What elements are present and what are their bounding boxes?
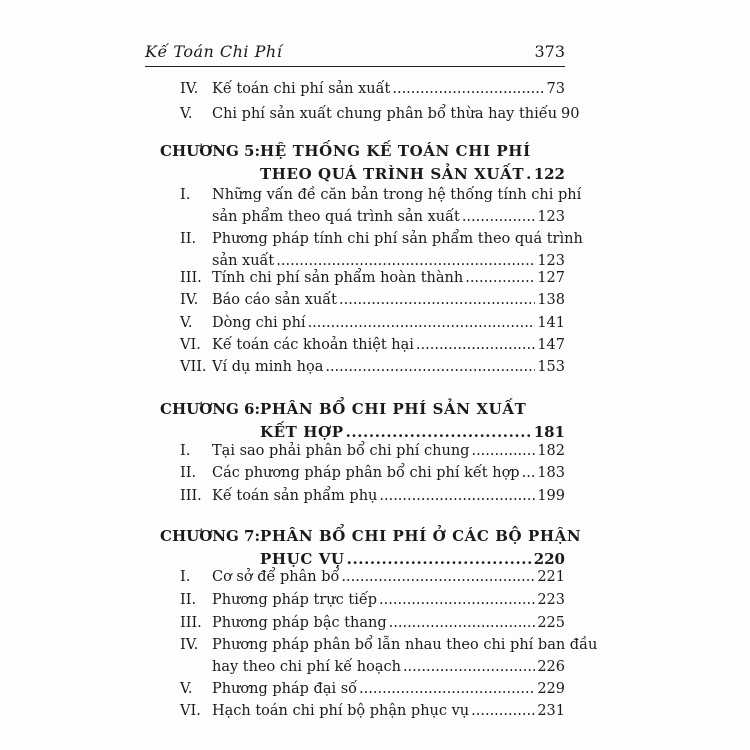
entry-page: 223 <box>537 592 565 608</box>
chapter-title: HỆ THỐNG KẾ TOÁN CHI PHÍ <box>260 142 531 160</box>
leader-dots <box>465 267 535 289</box>
leader-dots <box>341 566 535 588</box>
running-header <box>145 42 565 68</box>
leader-dots <box>325 356 535 378</box>
entry-line <box>212 700 565 722</box>
entry-number: II. <box>180 465 197 481</box>
entry-line <box>212 589 565 611</box>
entry-text: Các phương pháp phân bổ chi phí kết hợp <box>212 465 520 481</box>
entry-text: Phương pháp phân bổ lẫn nhau theo chi phí ban đầu <box>212 637 598 653</box>
entry-line <box>212 267 565 289</box>
entry-text: Phương pháp đại số <box>212 681 358 697</box>
entry-page: 127 <box>537 270 565 286</box>
entry-text: Cơ sở để phân bổ <box>212 569 340 585</box>
entry-line <box>212 184 582 206</box>
entry-page: 231 <box>537 703 565 719</box>
entry-line <box>212 103 580 125</box>
chapter-title: KẾT HỢP <box>260 423 344 441</box>
entry-line <box>212 678 565 700</box>
chapter-title: THEO QUÁ TRÌNH SẢN XUẤT <box>260 165 525 183</box>
leader-dots <box>522 462 536 484</box>
entry-number: IV. <box>180 81 199 97</box>
chapter-title-line <box>260 163 565 185</box>
entry-number: II. <box>180 231 197 247</box>
entry-number: III. <box>180 270 202 286</box>
entry-page: 226 <box>537 659 565 675</box>
leader-dots <box>389 612 536 634</box>
entry-line <box>212 78 565 100</box>
entry-text: Phương pháp trực tiếp <box>212 592 378 608</box>
entry-page: 153 <box>537 359 565 375</box>
entry-line <box>212 566 565 588</box>
leader-dots <box>359 678 535 700</box>
entry-page: 199 <box>537 488 565 504</box>
entry-page: 182 <box>537 443 565 459</box>
header-rule <box>145 66 565 67</box>
entry-text: Tính chi phí sản phẩm hoàn thành <box>212 270 464 286</box>
leader-dots <box>339 289 535 311</box>
entry-text: Ví dụ minh họa <box>212 359 324 375</box>
leader-dots <box>471 700 535 722</box>
leader-dots <box>403 656 535 678</box>
header-page-number: 373 <box>534 42 565 61</box>
chapter-label: CHƯƠNG 7: <box>160 527 260 545</box>
entry-line <box>212 289 565 311</box>
entry-text: hay theo chi phí kế hoạch <box>212 659 401 675</box>
entry-page: 225 <box>537 615 565 631</box>
chapter-title: PHÂN BỔ CHI PHÍ Ở CÁC BỘ PHẬN <box>260 527 582 545</box>
entry-text: Phương pháp tính chi phí sản phẩm theo quá trình <box>212 231 583 247</box>
chapter-page: 122 <box>533 165 565 183</box>
chapter-label: CHƯƠNG 5: <box>160 142 260 160</box>
leader-dots <box>471 440 535 462</box>
entry-page: 183 <box>537 465 565 481</box>
entry-line <box>212 334 565 356</box>
entry-text: Kế toán chi phí sản xuất <box>212 81 391 97</box>
entry-number: V. <box>180 315 193 331</box>
entry-page: 123 <box>537 253 565 269</box>
entry-page: 73 <box>546 81 565 97</box>
entry-text: Dòng chi phí <box>212 315 306 331</box>
entry-number: VII. <box>180 359 207 375</box>
chapter-page: 181 <box>533 423 565 441</box>
entry-line <box>212 206 565 228</box>
entry-line <box>212 228 583 250</box>
entry-page: 141 <box>537 315 565 331</box>
entry-text: Kế toán các khoản thiệt hại <box>212 337 414 353</box>
entry-page: 221 <box>537 569 565 585</box>
entry-number: III. <box>180 488 202 504</box>
leader-dots <box>308 312 536 334</box>
entry-line <box>212 612 565 634</box>
leader-dots <box>462 206 536 228</box>
entry-number: I. <box>180 569 191 585</box>
chapter-title-line <box>260 398 565 420</box>
chapter-title-line <box>260 140 565 162</box>
entry-number: I. <box>180 187 191 203</box>
entry-line <box>212 485 565 507</box>
entry-text: Báo cáo sản xuất <box>212 292 338 308</box>
leader-dots <box>379 485 535 507</box>
entry-text: Chi phí sản xuất chung phân bổ thừa hay thiếu <box>212 106 558 122</box>
entry-line <box>212 634 598 656</box>
entry-page: 147 <box>537 337 565 353</box>
chapter-title: PHÂN BỔ CHI PHÍ SẢN XUẤT <box>260 400 527 418</box>
leader-dots <box>392 78 544 100</box>
entry-page: 138 <box>537 292 565 308</box>
entry-number: IV. <box>180 292 199 308</box>
entry-text: sản xuất <box>212 253 275 269</box>
entry-line <box>212 462 565 484</box>
chapter-title: PHỤC VỤ <box>260 550 345 568</box>
leader-dots <box>526 163 532 185</box>
entry-page: 229 <box>537 681 565 697</box>
entry-line <box>212 656 565 678</box>
header-title: Kế Toán Chi Phí <box>145 42 283 61</box>
entry-number: I. <box>180 443 191 459</box>
entry-text: Phương pháp bậc thang <box>212 615 387 631</box>
entry-text: Tại sao phải phân bổ chi phí chung <box>212 443 470 459</box>
entry-number: IV. <box>180 637 199 653</box>
entry-text: Hạch toán chi phí bộ phận phục vụ <box>212 703 470 719</box>
entry-page: 123 <box>537 209 565 225</box>
leader-dots <box>379 589 535 611</box>
entry-number: II. <box>180 592 197 608</box>
chapter-title-line <box>260 525 582 547</box>
entry-line <box>212 312 565 334</box>
chapter-label: CHƯƠNG 6: <box>160 400 260 418</box>
leader-dots <box>416 334 535 356</box>
entry-number: V. <box>180 681 193 697</box>
entry-text: Kế toán sản phẩm phụ <box>212 488 378 504</box>
entry-page: 90 <box>561 106 580 122</box>
entry-line <box>212 440 565 462</box>
entry-line <box>212 356 565 378</box>
entry-number: V. <box>180 106 193 122</box>
entry-text: sản phẩm theo quá trình sản xuất <box>212 209 460 225</box>
entry-text: Những vấn đề căn bản trong hệ thống tính chi phí <box>212 187 582 203</box>
chapter-page: 220 <box>533 550 565 568</box>
entry-number: VI. <box>180 703 201 719</box>
entry-number: VI. <box>180 337 201 353</box>
entry-number: III. <box>180 615 202 631</box>
